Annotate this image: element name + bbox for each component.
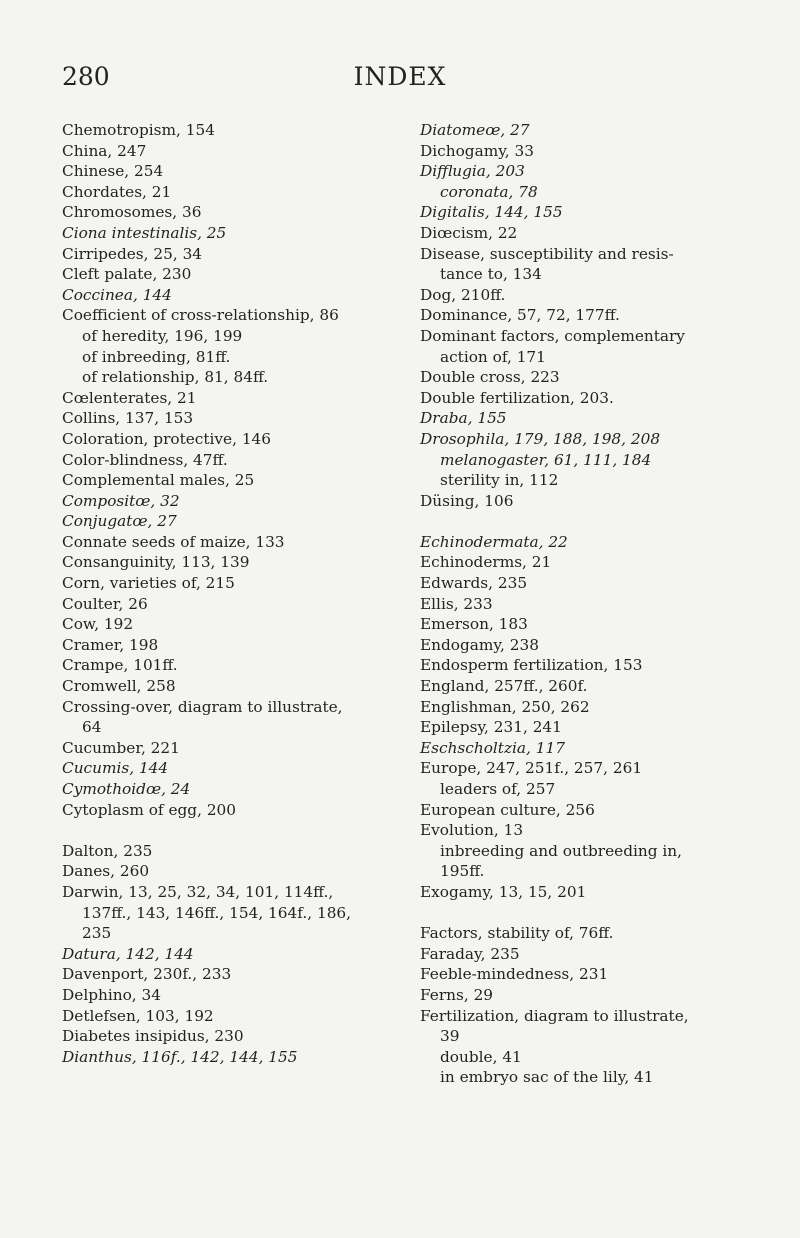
index-entry: Chordates, 21 [62, 182, 172, 201]
page-header [0, 62, 800, 102]
index-entry: Cleft palate, 230 [62, 265, 192, 284]
index-entry-continuation: 195ff. [440, 862, 485, 881]
index-entry: Coulter, 26 [62, 594, 148, 613]
index-subentry: in embryo sac of the lily, 41 [440, 1068, 654, 1087]
index-subentry [420, 450, 760, 471]
index-entry: Ferns, 29 [420, 985, 494, 1004]
index-entry: Evolution, 13 [420, 821, 524, 840]
index-subentry: sterility in, 112 [440, 471, 559, 490]
index-entry-text: coronata, 78 [440, 182, 538, 201]
index-entry: Englishman, 250, 262 [420, 697, 590, 716]
index-entry: Crossing-over, diagram to illustrate, [62, 697, 343, 716]
index-entry: Double fertilization, 203. [420, 388, 614, 407]
index-entry-text: Draba, 155 [420, 409, 507, 428]
running-title: INDEX [353, 62, 447, 91]
index-subentry: of inbreeding, 81ff. [82, 347, 231, 366]
index-entry [62, 223, 382, 244]
index-column-left [62, 120, 382, 1067]
index-entry: China, 247 [62, 141, 147, 160]
index-entry: Edwards, 235 [420, 574, 528, 593]
index-entry: Consanguinity, 113, 139 [62, 553, 250, 572]
index-entry: Europe, 247, 251f., 257, 261 [420, 759, 643, 778]
index-entry: Diœcism, 22 [420, 223, 518, 242]
index-entry: Exogamy, 13, 15, 201 [420, 882, 587, 901]
index-entry: Darwin, 13, 25, 32, 34, 101, 114ff., [62, 882, 334, 901]
index-entry [62, 511, 382, 532]
index-entry: Complemental males, 25 [62, 471, 255, 490]
index-entry-text: Eschscholtzia, 117 [420, 738, 565, 757]
index-entry-text: Compositœ, 32 [62, 491, 180, 510]
index-entry: Chromosomes, 36 [62, 203, 202, 222]
index-entry [62, 491, 382, 512]
index-entry: Düsing, 106 [420, 491, 514, 510]
index-entry [62, 779, 382, 800]
index-entry-text: Digitalis, 144, 155 [420, 203, 563, 222]
index-entry: Dominance, 57, 72, 177ff. [420, 306, 620, 325]
index-entry-text: Conjugatœ, 27 [62, 512, 177, 531]
index-entry: Coefficient of cross-relationship, 86 [62, 306, 339, 325]
index-entry-text: Drosophila, 179, 188, 198, 208 [420, 429, 661, 448]
index-entry-text: Diatomeœ, 27 [420, 121, 530, 139]
index-entry: Crampe, 101ff. [62, 656, 178, 675]
page-number: 280 [62, 62, 110, 91]
letter-group-gap [420, 903, 760, 924]
index-entry: Double cross, 223 [420, 368, 560, 387]
index-entry: Color-blindness, 47ff. [62, 450, 228, 469]
index-entry [420, 429, 760, 450]
index-entry: Delphino, 34 [62, 985, 161, 1004]
index-entry-continuation: tance to, 134 [440, 265, 542, 284]
index-entry-text: Datura, 142, 144 [62, 944, 194, 963]
index-entry: Cœlenterates, 21 [62, 388, 197, 407]
index-entry: Coloration, protective, 146 [62, 429, 272, 448]
index-entry: Cytoplasm of egg, 200 [62, 800, 237, 819]
index-entry: Echinoderms, 21 [420, 553, 552, 572]
index-entry: Dalton, 235 [62, 841, 153, 860]
index-entry-continuation: 64 [82, 718, 102, 737]
index-entry: Connate seeds of maize, 133 [62, 532, 285, 551]
index-entry: Ellis, 233 [420, 594, 493, 613]
index-subentry: double, 41 [440, 1047, 522, 1066]
index-entry [420, 161, 760, 182]
index-entry: Collins, 137, 153 [62, 409, 194, 428]
index-entry-text: Ciona intestinalis, 25 [62, 223, 227, 242]
index-entry: Dog, 210ff. [420, 285, 506, 304]
index-entry: Feeble-mindedness, 231 [420, 965, 609, 984]
index-entry [420, 532, 760, 553]
index-entry-text: melanogaster, 61, 111, 184 [440, 450, 652, 469]
index-entry: Disease, susceptibility and resis- [420, 244, 674, 263]
index-entry: Chinese, 254 [62, 162, 164, 181]
letter-group-gap [420, 511, 760, 532]
index-entry: Cromwell, 258 [62, 677, 176, 696]
index-subentry: leaders of, 257 [440, 780, 556, 798]
index-entry: Danes, 260 [62, 862, 150, 881]
index-entry: Endogamy, 238 [420, 635, 539, 654]
index-entry: Cramer, 198 [62, 635, 159, 654]
index-entry: Faraday, 235 [420, 944, 520, 963]
index-entry-text: Cucumis, 144 [62, 759, 169, 778]
index-entry: Corn, varieties of, 215 [62, 574, 235, 593]
index-entry [420, 408, 760, 429]
index-subentry: of relationship, 81, 84ff. [82, 368, 269, 387]
index-entry-text: Difflugia, 203 [420, 162, 525, 181]
index-entry-continuation: 137ff., 143, 146ff., 154, 164f., 186, [82, 903, 352, 922]
index-entry: Factors, stability of, 76ff. [420, 924, 614, 943]
index-entry-continuation: 39 [440, 1027, 460, 1046]
index-entry: Diabetes insipidus, 230 [62, 1027, 244, 1046]
index-entry-continuation: 235 [82, 924, 112, 943]
index-entry: Endosperm fertilization, 153 [420, 656, 643, 675]
index-subentry: of heredity, 196, 199 [82, 326, 243, 345]
index-entry [62, 944, 382, 965]
index-entry-continuation: action of, 171 [440, 347, 546, 366]
index-entry [420, 738, 760, 759]
index-subentry: inbreeding and outbreeding in, [440, 841, 682, 860]
index-entry: Cucumber, 221 [62, 738, 180, 757]
index-entry: Detlefsen, 103, 192 [62, 1006, 214, 1025]
index-entry [62, 758, 382, 779]
index-entry-text: Echinodermata, 22 [420, 532, 568, 551]
index-entry: Cow, 192 [62, 615, 134, 634]
index-entry: Chemotropism, 154 [62, 121, 215, 139]
index-entry: Dominant factors, complementary [420, 326, 685, 345]
index-entry-text: Coccinea, 144 [62, 285, 172, 304]
index-entry [420, 202, 760, 223]
index-entry: England, 257ff., 260f. [420, 677, 588, 696]
index-entry: Dichogamy, 33 [420, 141, 535, 160]
index-entry: European culture, 256 [420, 800, 595, 819]
index-entry: Fertilization, diagram to illustrate, [420, 1006, 689, 1025]
index-entry [420, 120, 760, 141]
index-entry: Epilepsy, 231, 241 [420, 718, 562, 737]
index-entry [62, 1047, 382, 1068]
index-column-right [420, 120, 760, 1088]
index-entry: Emerson, 183 [420, 615, 528, 634]
index-entry-text: Cymothoidœ, 24 [62, 780, 191, 798]
letter-group-gap [62, 820, 382, 841]
index-entry [62, 285, 382, 306]
index-entry: Davenport, 230f., 233 [62, 965, 232, 984]
index-entry: Cirripedes, 25, 34 [62, 244, 203, 263]
index-subentry [420, 182, 760, 203]
index-entry-text: Dianthus, 116f., 142, 144, 155 [62, 1047, 298, 1066]
